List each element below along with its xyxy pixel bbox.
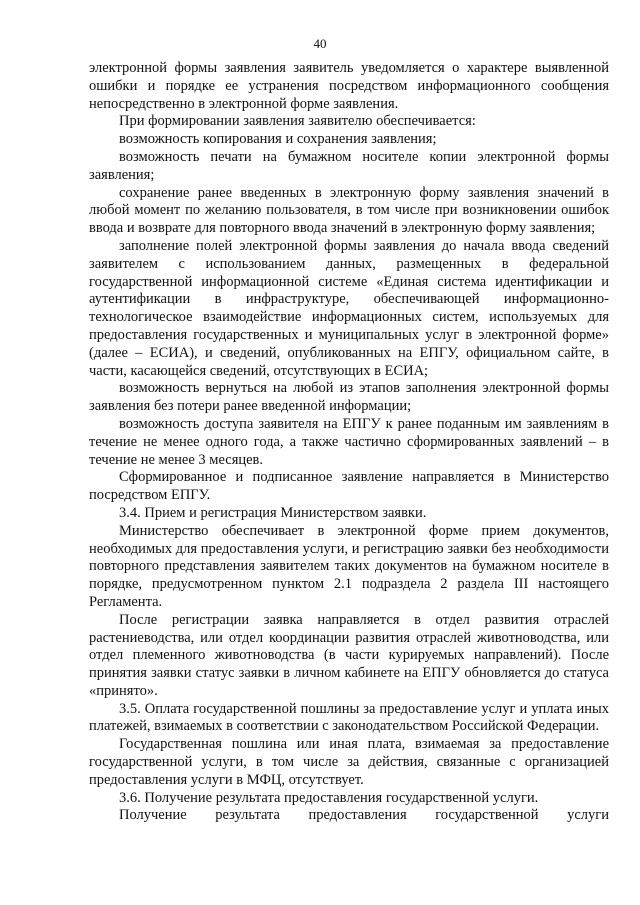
paragraph-continuation: электронной формы заявления заявитель уведомляется о характере выявленной ошибки и порядке ее устранения посредством информационного сообщения непосредственно в электронной форме заявления. <box>89 60 609 112</box>
page-number: 40 <box>313 36 327 51</box>
document-body <box>89 60 609 825</box>
list-item: возможность копирования и сохранения заявления; <box>119 131 437 148</box>
section-heading: 3.4. Прием и регистрация Министерством заявки. <box>119 504 427 521</box>
paragraph: Государственная пошлина или иная плата, взимаемая за предоставление государственной услуги, в том числе за действия, связанные с организацией предоставления услуги в МФЦ, отсутствует. <box>89 736 609 788</box>
list-item: возможность доступа заявителя на ЕПГУ к ранее поданным им заявлениям в течение не менее одного года, а также частично сформированных заявлений – в течение не менее 3 месяцев. <box>89 415 609 468</box>
section-heading: 3.5. Оплата государственной пошлины за предоставление услуг и уплата иных платежей, взимаемых в соответствии с законодательством Российской Федерации. <box>89 700 609 735</box>
paragraph: Министерство обеспечивает в электронной форме прием документов, необходимых для предоставления услуги, и регистрацию заявки без необходимости повторного представления заявителем таких документов на бумажном носителе в порядке, предусмотренном пунктом 2.1 подраздела 2 раздела III настоящего Регламента. <box>89 522 609 610</box>
paragraph: При формировании заявления заявителю обеспечивается: <box>119 113 476 130</box>
paragraph: После регистрации заявка направляется в отдел развития отраслей растениеводства, или отдел координации развития отраслей животноводства, или отдел племенного животноводства (в части курируемых направлений). После принятия заявки статус заявки в личном кабинете на ЕПГУ обновляется до статуса «принято». <box>89 611 609 699</box>
list-item: заполнение полей электронной формы заявления до начала ввода сведений заявителем с использованием данных, размещенных в федеральной государственной информационной системе «Единая система идентификации и аутентификации в инфраструктуре, обеспечивающей информационно-технологическое взаимодействие информационных систем, используемых для предоставления государственных и муниципальных услуг в электронной форме» (далее – ЕСИА), и сведений, опубликованных на ЕПГУ, официальном сайте, в части, касающейся сведений, отсутствующих в ЕСИА; <box>89 237 609 379</box>
section-heading: 3.6. Получение результата предоставления государственной услуги. <box>119 789 539 806</box>
list-item: сохранение ранее введенных в электронную форму заявления значений в любой момент по желанию пользователя, в том числе при возникновении ошибок ввода и возврате для повторного ввода значений в электронную форму заявления; <box>89 184 609 237</box>
paragraph-truncated: Получение результата предоставления государственной услуги <box>119 807 609 824</box>
list-item: возможность печати на бумажном носителе копии электронной формы заявления; <box>89 148 609 183</box>
list-item: возможность вернуться на любой из этапов заполнения электронной формы заявления без потери ранее введенной информации; <box>89 380 609 415</box>
paragraph: Сформированное и подписанное заявление направляется в Министерство посредством ЕПГУ. <box>89 469 609 504</box>
